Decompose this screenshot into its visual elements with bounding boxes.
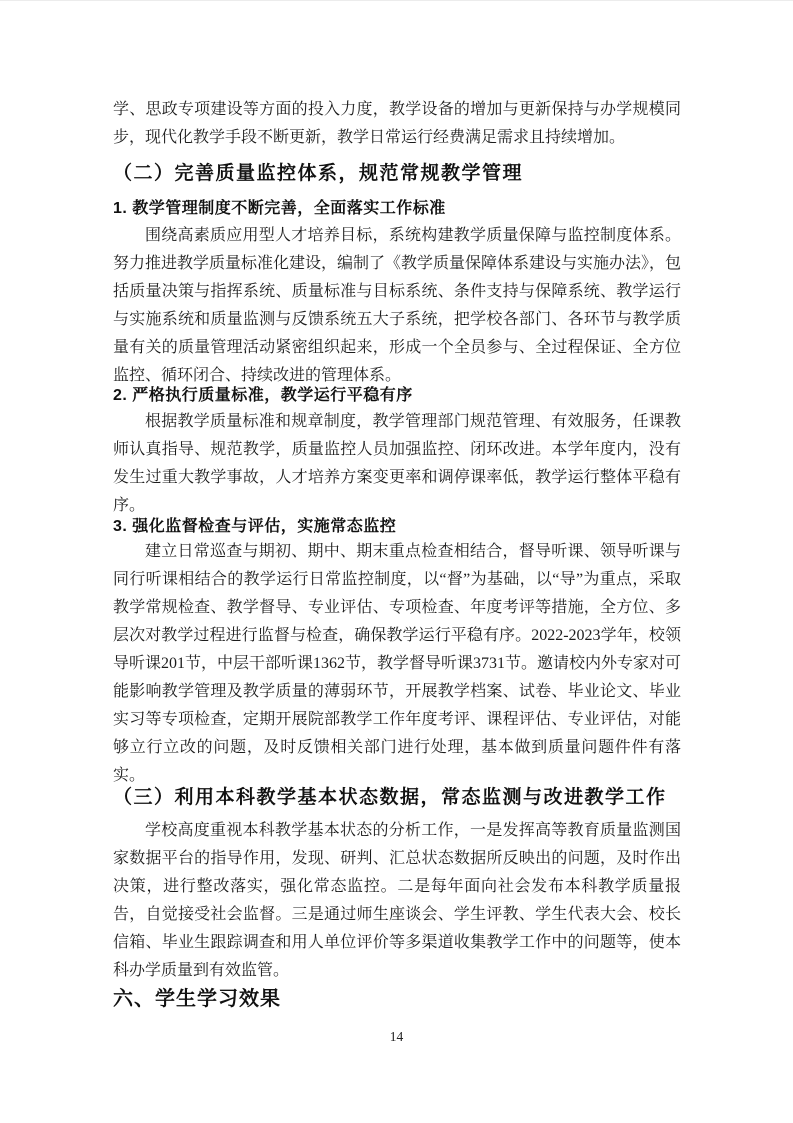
- body-paragraph: 根据教学质量标准和规章制度，教学管理部门规范管理、有效服务，任课教师认真指导、规范教学，质量监控人员加强监控、闭环改进。本学年度内，没有发生过重大教学事故，人才培养方案变更率和调停课率低，教学运行整体平稳有序。: [113, 413, 681, 514]
- body-paragraph: 学校高度重视本科教学基本状态的分析工作，一是发挥高等教育质量监测国家数据平台的指导作用，发现、研判、汇总状态数据所反映出的问题，及时作出决策，进行整改落实，强化常态监控。二是每年面向社会发布本科教学质量报告，自觉接受社会监督。三是通过师生座谈会、学生评教、学生代表大会、校长信箱、毕业生跟踪调查和用人单位评价等多渠道收集教学工作中的问题等，使本科办学质量到有效监管。: [113, 822, 681, 979]
- paragraph-continuation: 学、思政专项建设等方面的投入力度，教学设备的增加与更新保持与办学规模同步，现代化教学手段不断更新，教学日常运行经费满足需求且持续增加。: [113, 101, 681, 146]
- body-paragraph: 建立日常巡查与期初、期中、期末重点检查相结合，督导听课、领导听课与同行听课相结合的教学运行日常监控制度，以“督”为基础，以“导”为重点，采取教学常规检查、教学督导、专业评估、专项检查、年度考评等措施，全方位、多层次对教学过程进行监督与检查，确保教学运行平稳有序。2022-2023学年，校领导听课201节，中层干部听课1362节，教学督导听课3731节。邀请校内外专家对可能影响教学管理及教学质量的薄弱环节，开展教学档案、试卷、毕业论文、毕业实习等专项检查，定期开展院部教学工作年度考评、课程评估、专业评估，对能够立行立改的问题，及时反馈相关部门进行处理，基本做到质量问题件件有落实。: [113, 543, 682, 784]
- body-paragraph: 围绕高素质应用型人才培养目标，系统构建教学质量保障与监控制度体系。努力推进教学质量标准化建设，编制了《教学质量保障体系建设与实施办法》，包括质量决策与指挥系统、质量标准与目标系统、条件支持与保障系统、教学运行与实施系统和质量监测与反馈系统五大子系统，把学校各部门、各环节与教学质量有关的质量管理活动紧密组织起来，形成一个全员参与、全过程保证、全方位监控、循环闭合、持续改进的管理体系。: [113, 227, 682, 384]
- chapter-heading: 六、学生学习效果: [113, 988, 281, 1010]
- page-number: 14: [389, 1029, 404, 1044]
- section-heading-3: （三）利用本科教学基本状态数据，常态监测与改进教学工作: [113, 787, 667, 808]
- section-heading-2: （二）完善质量监控体系，规范常规教学管理: [113, 163, 524, 184]
- subsection-heading-1: 1. 教学管理制度不断完善，全面落实工作标准: [113, 200, 446, 217]
- subsection-heading-3: 3. 强化监督检查与评估，实施常态监控: [113, 518, 397, 535]
- subsection-heading-2: 2. 严格执行质量标准，教学运行平稳有序: [113, 387, 413, 404]
